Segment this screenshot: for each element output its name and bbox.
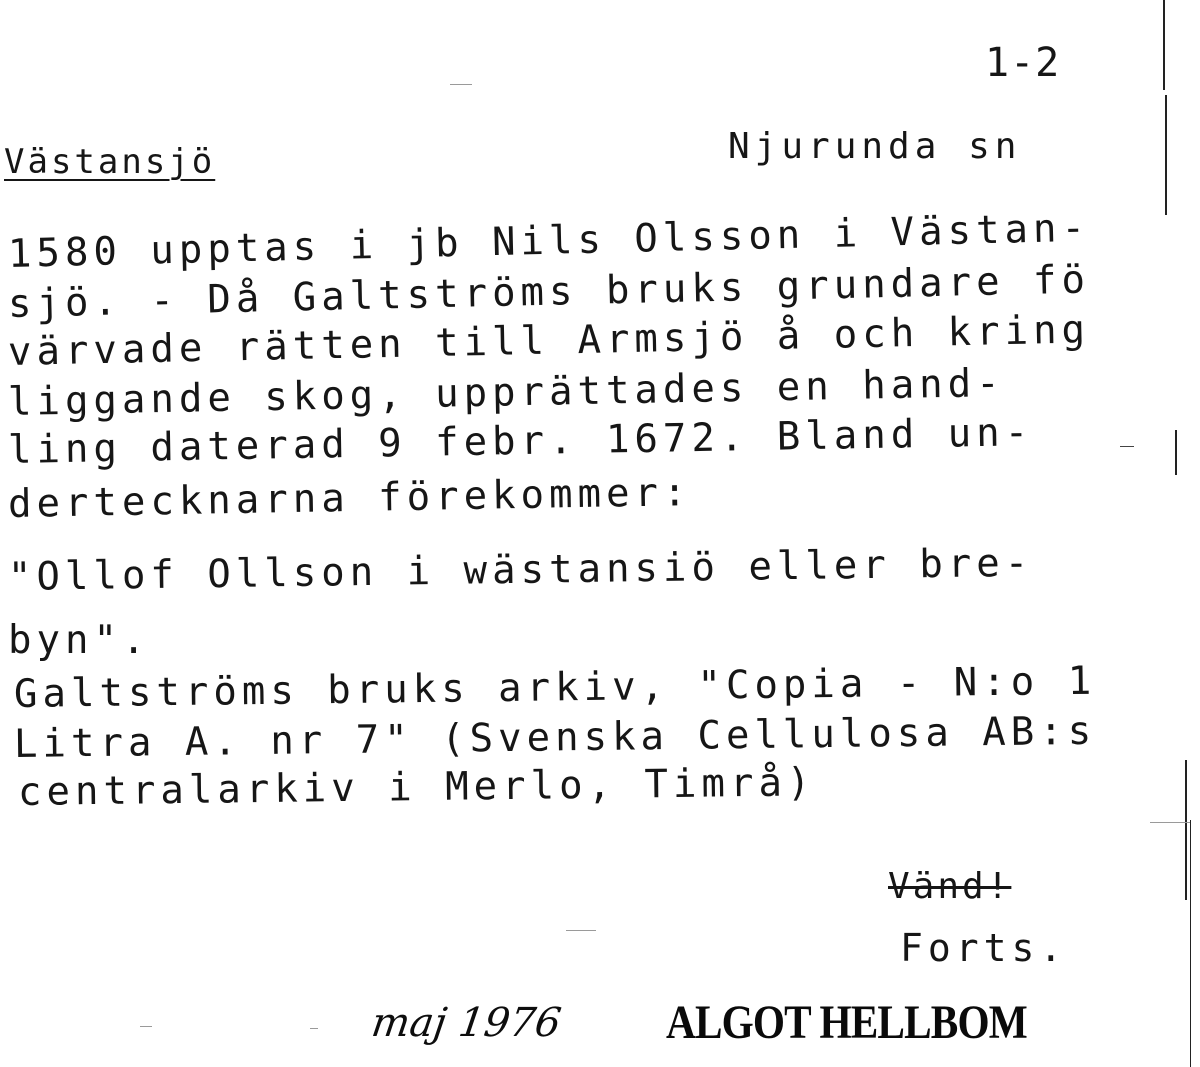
scan-speck [450, 84, 472, 85]
scan-edge [1185, 760, 1187, 900]
source-line: Galtströms bruks arkiv, "Copia - N:o 1 [13, 658, 1097, 717]
page-number: 1-2 [985, 40, 1061, 86]
author-stamp: ALGOT HELLBOM [666, 996, 1027, 1049]
scan-speck [310, 1028, 318, 1029]
place-title: Västansjö [4, 142, 216, 182]
scan-speck [566, 930, 596, 931]
handwritten-date: maj 1976 [368, 1000, 564, 1046]
scan-edge [1163, 0, 1165, 90]
body-line: 1580 upptas i jb Nils Olsson i Västan- [7, 205, 1091, 277]
quote-line: "Ollof Ollson i wästansiö eller bre- [7, 540, 1034, 600]
source-line: Litra A. nr 7" (Svenska Cellulosa AB:s [13, 708, 1097, 767]
body-line: ling daterad 9 febr. 1672. Bland un- [7, 410, 1034, 473]
scan-speck [1120, 446, 1134, 447]
source-line: centralarkiv i Merlo, Timrå) [17, 760, 816, 815]
scan-speck [1150, 822, 1190, 823]
quote-line: byn". [8, 618, 151, 663]
continued-note: Forts. [900, 926, 1068, 970]
parish-label: Njurunda sn [728, 126, 1022, 167]
scan-edge [1165, 95, 1167, 215]
body-line: värvade rätten till Armsjö å och kring [7, 307, 1091, 375]
body-line: liggande skog, upprättades en hand- [7, 360, 1006, 425]
struck-note: Vänd! [888, 866, 1012, 907]
body-line: dertecknarna förekommer: [7, 470, 692, 527]
scan-speck [140, 1026, 152, 1027]
scan-edge [1190, 820, 1191, 1067]
scan-edge [1175, 430, 1177, 475]
body-line: sjö. - Då Galtströms bruks grundare fö [7, 257, 1091, 327]
